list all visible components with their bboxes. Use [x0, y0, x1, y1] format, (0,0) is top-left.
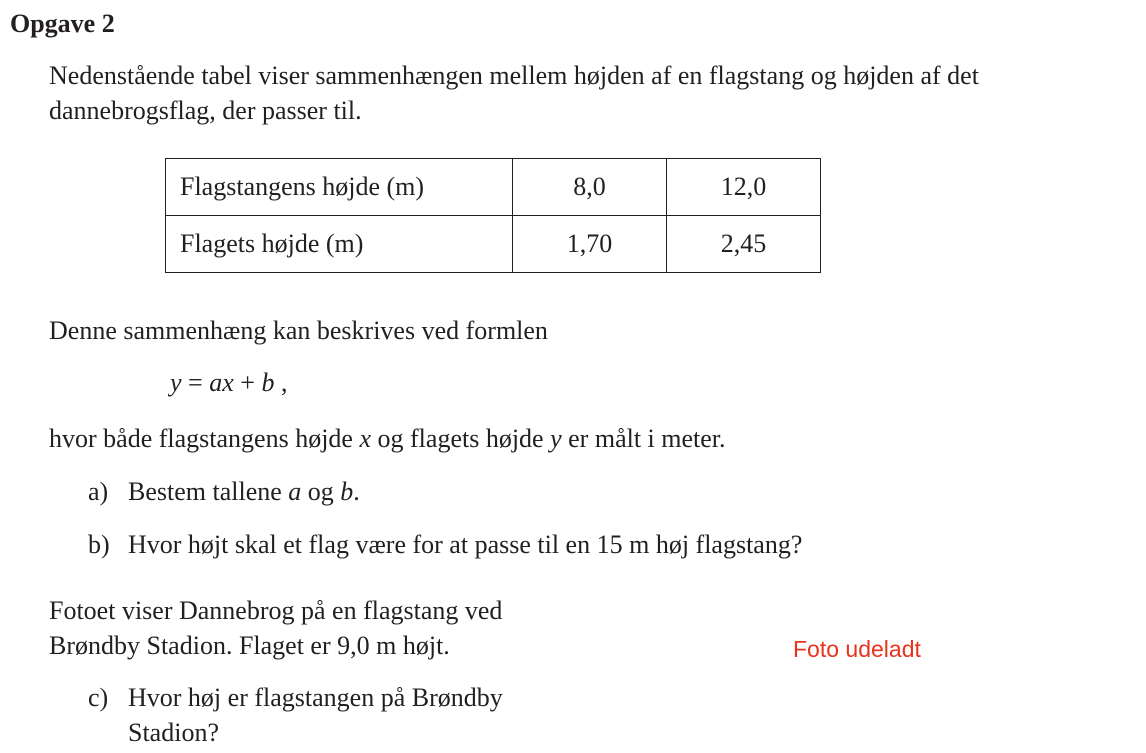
photo-description: [49, 593, 502, 663]
photo-description-line-1: Fotoet viser Dannebrog på en flagstang ved: [49, 596, 503, 625]
question-var-a: a: [288, 477, 302, 506]
question-b: [88, 527, 802, 562]
question-label: c): [88, 683, 109, 712]
formula-equals: =: [181, 368, 210, 397]
where-text: [49, 421, 726, 456]
formula-plus: +: [233, 368, 262, 397]
formula-y: y: [170, 368, 182, 397]
where-text-var-x: x: [359, 424, 372, 453]
question-text-line-1: Hvor høj er flagstangen på Brøndby: [128, 683, 503, 712]
relation-text: Denne sammenhæng kan beskrives ved formlen: [49, 316, 548, 345]
question-text: [128, 680, 503, 750]
table-cell-label: Flagets højde (m): [166, 216, 513, 273]
table-cell-value: 1,70: [513, 216, 667, 273]
question-c: [88, 680, 503, 750]
question-var-b: b: [340, 477, 354, 506]
where-text-part: og flagets højde: [371, 424, 551, 453]
formula-comma: ,: [274, 368, 288, 397]
table-cell-value: 2,45: [667, 216, 821, 273]
table-cell-value: 8,0: [513, 159, 667, 216]
question-text-part: Bestem tallene: [128, 477, 289, 506]
where-text-part: er målt i meter.: [561, 424, 726, 453]
question-a: [88, 474, 360, 509]
question-label: a): [88, 477, 109, 506]
where-text-part: hvor både flagstangens højde: [49, 424, 360, 453]
intro-line-2: dannebrogsflag, der passer til.: [49, 96, 362, 125]
where-text-var-y: y: [550, 424, 562, 453]
photo-description-line-2: Brøndby Stadion. Flaget er 9,0 m højt.: [49, 631, 450, 660]
table-row: [166, 216, 821, 273]
photo-placeholder: Foto udeladt: [793, 636, 921, 662]
question-text: Hvor højt skal et flag være for at passe til en 15 m høj flagstang?: [128, 530, 803, 559]
question-text: [128, 474, 360, 509]
intro-paragraph: [49, 58, 979, 128]
question-text-line-2: Stadion?: [128, 718, 219, 747]
exercise-title: Opgave 2: [10, 9, 115, 38]
table-cell-value: 12,0: [667, 159, 821, 216]
table-cell-label: Flagstangens højde (m): [166, 159, 513, 216]
question-text-part: og: [301, 477, 341, 506]
formula-b: b: [261, 368, 275, 397]
question-label: b): [88, 530, 110, 559]
formula-x: x: [222, 368, 234, 397]
data-table: [165, 158, 821, 273]
intro-line-1: Nedenstående tabel viser sammenhængen mellem højden af en flagstang og højden af det: [49, 61, 979, 90]
formula: [170, 365, 287, 400]
question-text-part: .: [353, 477, 360, 506]
formula-a: a: [209, 368, 223, 397]
table-row: [166, 159, 821, 216]
